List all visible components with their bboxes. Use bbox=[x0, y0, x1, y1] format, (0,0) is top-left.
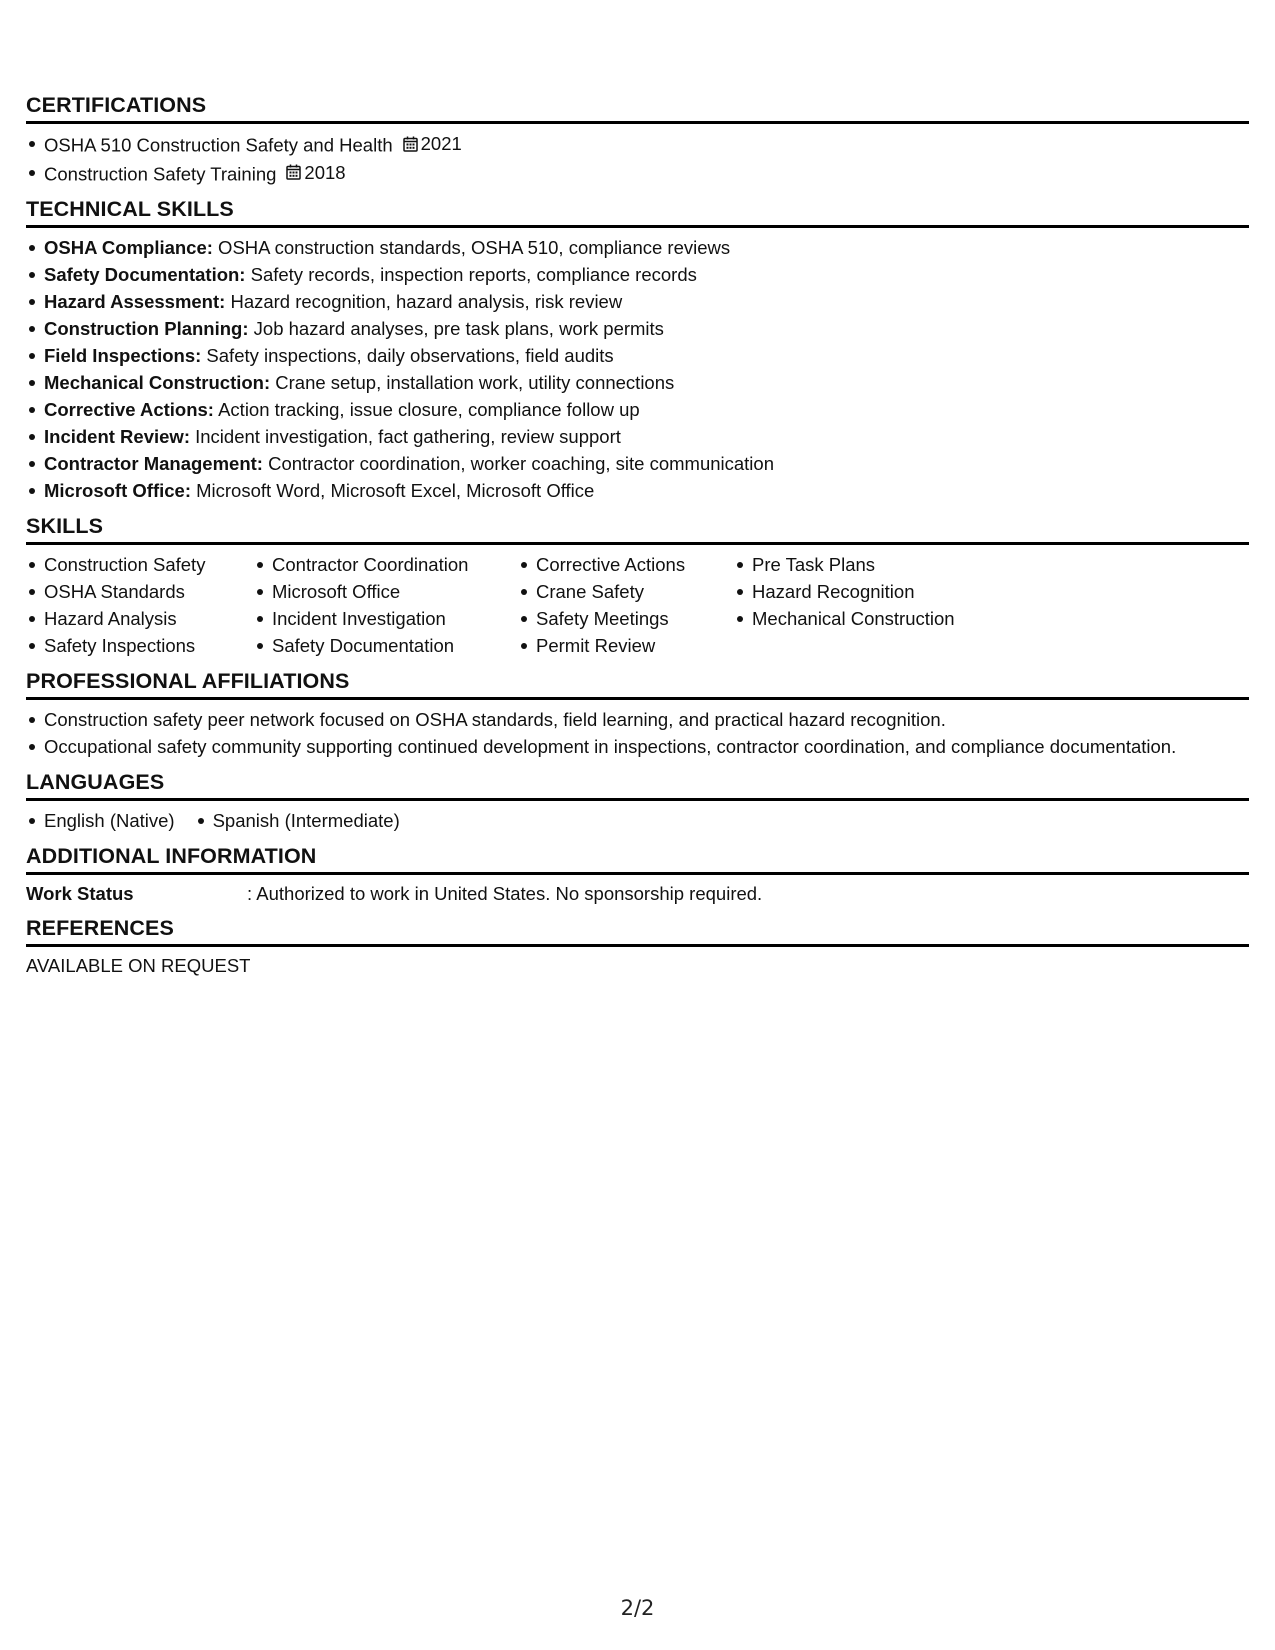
technical-skill-label: Construction Planning: bbox=[44, 318, 249, 339]
references-text: AVAILABLE ON REQUEST bbox=[26, 955, 251, 976]
certification-item bbox=[44, 159, 1249, 188]
technical-skills-list bbox=[26, 234, 1249, 504]
certifications-section bbox=[26, 92, 1249, 187]
skill-item: Crane Safety bbox=[536, 578, 716, 605]
technical-skill-text: Hazard recognition, hazard analysis, risk review bbox=[225, 291, 623, 312]
technical-skill-text: Safety records, inspection reports, compliance records bbox=[245, 264, 697, 285]
technical-skill-item bbox=[44, 450, 1249, 477]
technical-skill-text: Contractor coordination, worker coaching, site communication bbox=[262, 453, 774, 474]
skills-column bbox=[26, 551, 236, 659]
skills-heading: SKILLS bbox=[26, 513, 1249, 545]
certification-name: Construction Safety Training bbox=[44, 163, 277, 184]
skill-item: Corrective Actions bbox=[536, 551, 716, 578]
language-item: Spanish (Intermediate) bbox=[213, 807, 400, 834]
affiliations-list bbox=[26, 706, 1249, 760]
certifications-heading: CERTIFICATIONS bbox=[26, 92, 1249, 124]
technical-skill-item bbox=[44, 423, 1249, 450]
skill-item: Contractor Coordination bbox=[272, 551, 500, 578]
work-status-label: Work Status bbox=[26, 883, 134, 904]
affiliations-section bbox=[26, 668, 1249, 760]
technical-skill-text: Job hazard analyses, pre task plans, work permits bbox=[248, 318, 664, 339]
technical-skill-text: Action tracking, issue closure, compliance follow up bbox=[213, 399, 640, 420]
technical-skill-item bbox=[44, 234, 1249, 261]
technical-skill-text: Incident investigation, fact gathering, review support bbox=[189, 426, 621, 447]
work-status-value: : Authorized to work in United States. No sponsorship required. bbox=[247, 883, 763, 904]
technical-skills-section bbox=[26, 196, 1249, 504]
technical-skill-item bbox=[44, 342, 1249, 369]
technical-skill-label: Microsoft Office: bbox=[44, 480, 191, 501]
references-heading: REFERENCES bbox=[26, 915, 1249, 947]
skill-item: Incident Investigation bbox=[272, 605, 500, 632]
skill-item: Construction Safety bbox=[44, 551, 236, 578]
languages-heading: LANGUAGES bbox=[26, 769, 1249, 801]
technical-skills-heading: TECHNICAL SKILLS bbox=[26, 196, 1249, 228]
skill-item: Pre Task Plans bbox=[752, 551, 992, 578]
technical-skill-label: Mechanical Construction: bbox=[44, 372, 271, 393]
technical-skill-label: Safety Documentation: bbox=[44, 264, 246, 285]
skill-item: OSHA Standards bbox=[44, 578, 236, 605]
skill-item: Safety Documentation bbox=[272, 632, 500, 659]
additional-info-heading: ADDITIONAL INFORMATION bbox=[26, 843, 1249, 875]
skills-grid bbox=[26, 551, 1249, 659]
skills-column bbox=[254, 551, 500, 659]
technical-skill-label: Incident Review: bbox=[44, 426, 190, 447]
technical-skill-text: Crane setup, installation work, utility connections bbox=[270, 372, 675, 393]
technical-skill-text: OSHA construction standards, OSHA 510, compliance reviews bbox=[212, 237, 731, 258]
affiliation-item: Occupational safety community supporting continued development in inspections, contractor coordination, and compliance documentation. bbox=[44, 733, 1249, 760]
languages-section bbox=[26, 769, 1249, 834]
work-status-row bbox=[26, 881, 1249, 906]
skill-item: Safety Inspections bbox=[44, 632, 236, 659]
skills-column bbox=[734, 551, 992, 659]
affiliation-item: Construction safety peer network focused on OSHA standards, field learning, and practical hazard recognition. bbox=[44, 706, 1249, 733]
certifications-list bbox=[26, 130, 1249, 187]
language-item: English (Native) bbox=[44, 807, 175, 834]
certification-date bbox=[403, 130, 462, 157]
skill-item: Safety Meetings bbox=[536, 605, 716, 632]
technical-skill-item bbox=[44, 261, 1249, 288]
certification-name: OSHA 510 Construction Safety and Health bbox=[44, 134, 393, 156]
page-number: 2/2 bbox=[620, 1596, 655, 1620]
resume-page bbox=[26, 92, 1249, 987]
technical-skill-text: Safety inspections, daily observations, field audits bbox=[201, 345, 614, 366]
skill-item: Mechanical Construction bbox=[752, 605, 992, 632]
languages-list bbox=[26, 807, 1249, 834]
certification-item bbox=[44, 130, 1249, 159]
technical-skill-label: OSHA Compliance: bbox=[44, 237, 213, 258]
affiliations-heading: PROFESSIONAL AFFILIATIONS bbox=[26, 668, 1249, 700]
technical-skill-label: Corrective Actions: bbox=[44, 399, 214, 420]
skill-item: Hazard Analysis bbox=[44, 605, 236, 632]
references-section bbox=[26, 915, 1249, 978]
technical-skill-item bbox=[44, 369, 1249, 396]
skill-item: Hazard Recognition bbox=[752, 578, 992, 605]
technical-skill-label: Contractor Management: bbox=[44, 453, 263, 474]
skill-item: Microsoft Office bbox=[272, 578, 500, 605]
technical-skill-item bbox=[44, 477, 1249, 504]
skills-column bbox=[518, 551, 716, 659]
technical-skill-text: Microsoft Word, Microsoft Excel, Microsoft Office bbox=[190, 480, 595, 501]
technical-skill-item bbox=[44, 288, 1249, 315]
calendar-icon bbox=[286, 164, 301, 180]
technical-skill-label: Hazard Assessment: bbox=[44, 291, 226, 312]
skill-item: Permit Review bbox=[536, 632, 716, 659]
calendar-icon bbox=[403, 136, 418, 152]
technical-skill-label: Field Inspections: bbox=[44, 345, 202, 366]
skills-section bbox=[26, 513, 1249, 659]
certification-date bbox=[286, 159, 345, 186]
certification-year: 2018 bbox=[304, 161, 346, 183]
technical-skill-item bbox=[44, 396, 1249, 423]
certification-year: 2021 bbox=[420, 133, 462, 154]
technical-skill-item bbox=[44, 315, 1249, 342]
additional-info-section bbox=[26, 843, 1249, 906]
